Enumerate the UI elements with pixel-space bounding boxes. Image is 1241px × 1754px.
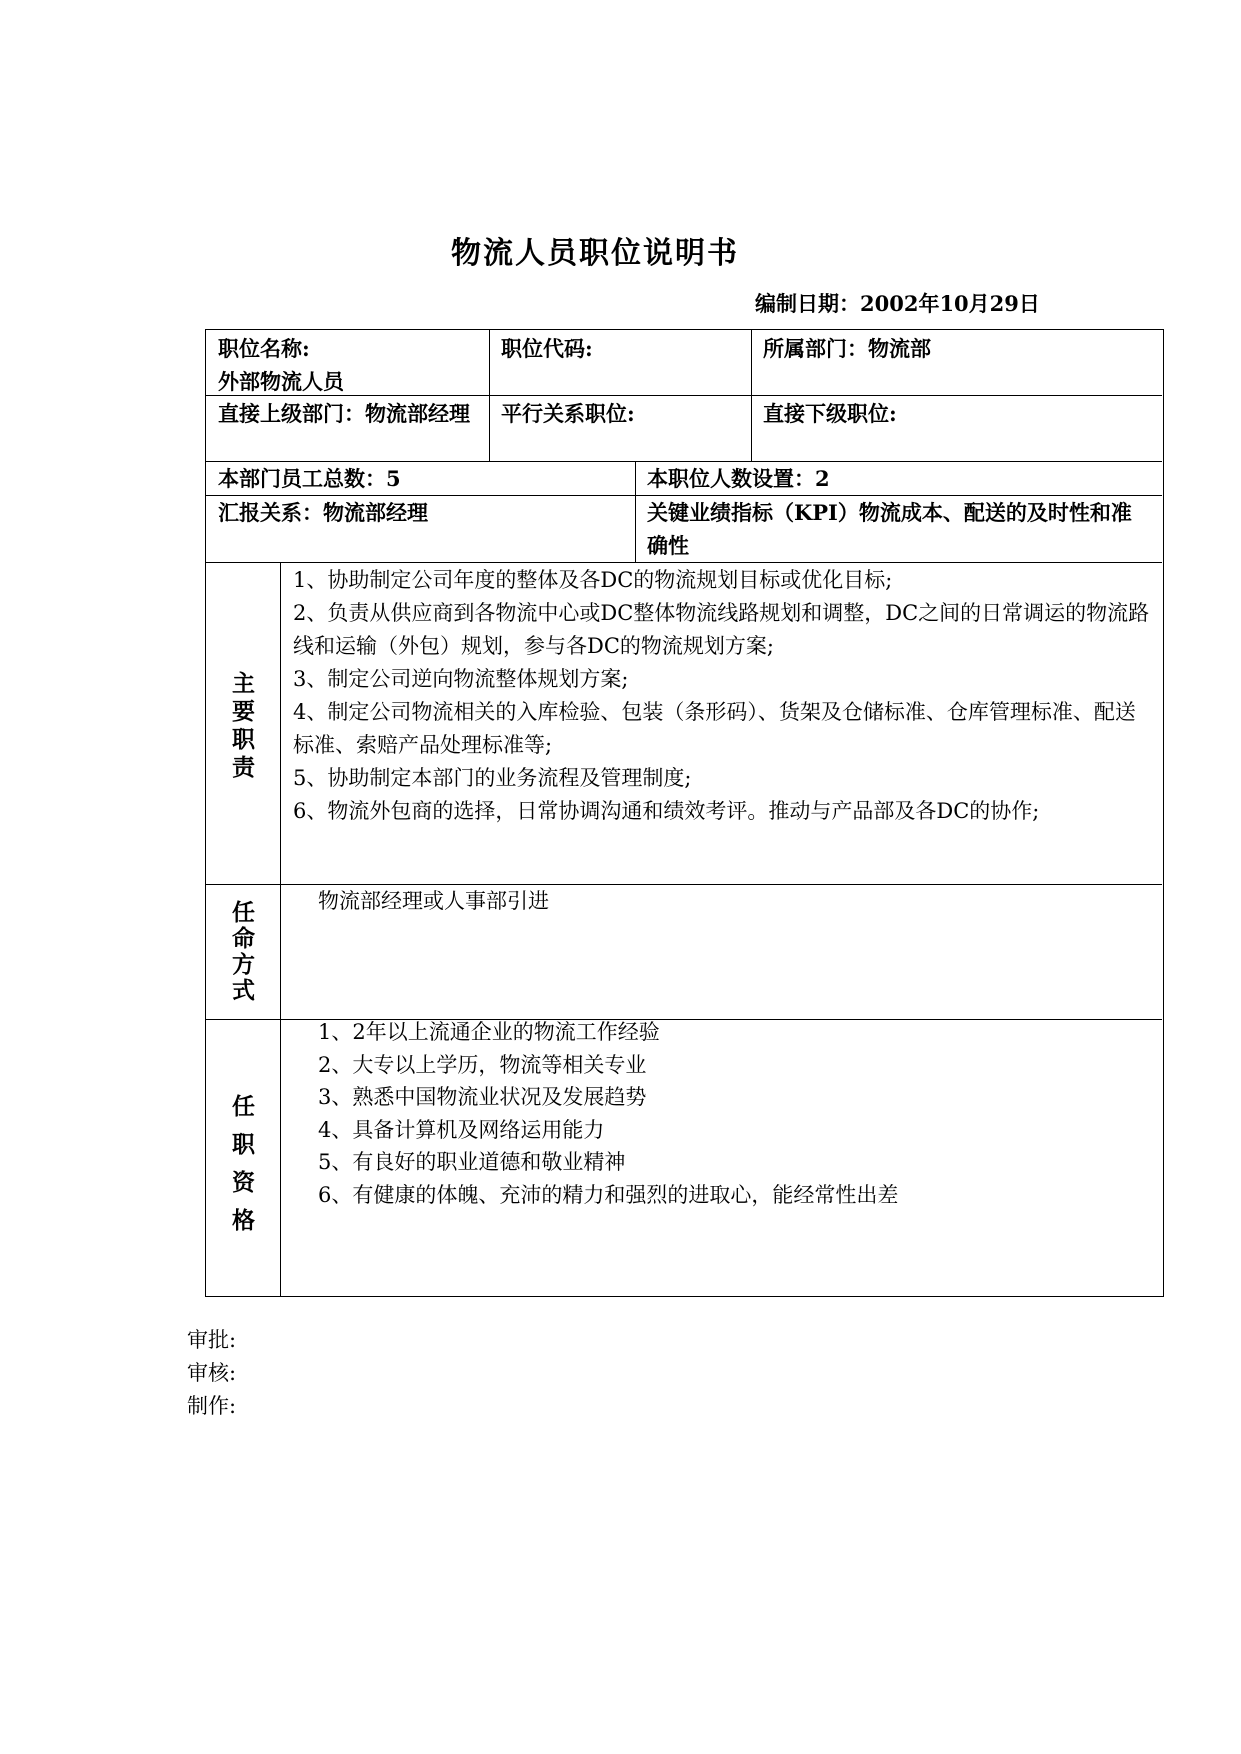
- qualification-label-char: 格: [232, 1207, 255, 1234]
- appointment-label-char: 方: [232, 951, 255, 978]
- position-name-label: 职位名称:: [218, 336, 310, 361]
- duties-label-char: 主: [232, 670, 255, 697]
- qualification-label-char: 任: [232, 1093, 255, 1120]
- qualification-item: 6、有健康的体魄、充沛的精力和强烈的进取心，能经常性出差: [318, 1182, 899, 1207]
- review-line: 审核:: [187, 1361, 237, 1385]
- department-label: 所属部门：物流部: [763, 336, 931, 361]
- appointment-text: 物流部经理或人事部引进: [318, 889, 549, 913]
- qualification-label-char: 职: [232, 1131, 255, 1158]
- duty-item: 2、负责从供应商到各物流中心或DC整体物流线路规划和调整，DC之间的日常调运的物流路线和运输（外包）规划，参与各DC的物流规划方案;: [293, 601, 1150, 658]
- qualifications-side-label: [206, 1088, 281, 1240]
- duties-label-char: 要: [232, 698, 255, 725]
- duty-item: 6、物流外包商的选择，日常协调沟通和绩效考评。推动与产品部及各DC的协作;: [293, 799, 1040, 823]
- appointment-label-char: 命: [232, 925, 255, 952]
- position-code-label: 职位代码:: [501, 336, 593, 361]
- reporting-relation: 汇报关系：物流部经理: [218, 500, 428, 525]
- superior-department: 直接上级部门：物流部经理: [218, 401, 470, 426]
- qualifications-list: [318, 1016, 1158, 1211]
- page-title: 物流人员职位说明书: [451, 236, 739, 271]
- position-name-value: 外部物流人员: [218, 369, 344, 394]
- duty-item: 4、制定公司物流相关的入库检验、包装（条形码）、货架及仓储标准、仓库管理标准、配送标准、索赔产品处理标准等;: [293, 700, 1136, 757]
- qualification-item: 2、大专以上学历，物流等相关专业: [318, 1052, 647, 1077]
- position-headcount: 本职位人数设置：2: [647, 466, 830, 491]
- duties-side-label: [206, 670, 281, 782]
- job-description-table: [205, 329, 1164, 1297]
- kpi-text: 关键业绩指标（KPI）物流成本、配送的及时性和准确性: [647, 500, 1132, 558]
- duties-list: [293, 564, 1153, 828]
- qualification-item: 1、2年以上流通企业的物流工作经验: [318, 1020, 660, 1044]
- duty-item: 5、协助制定本部门的业务流程及管理制度;: [293, 766, 692, 790]
- duties-label-char: 责: [232, 754, 255, 781]
- subordinate-position-label: 直接下级职位:: [763, 401, 897, 426]
- appointment-label-char: 式: [232, 977, 255, 1004]
- produce-line: 制作:: [187, 1394, 237, 1418]
- position-name-cell: [218, 332, 478, 398]
- qualification-item: 4、具备计算机及网络运用能力: [318, 1117, 605, 1142]
- qualification-item: 3、熟悉中国物流业状况及发展趋势: [318, 1085, 647, 1109]
- appointment-label-char: 任: [232, 899, 255, 926]
- qualification-label-char: 资: [232, 1169, 255, 1196]
- qualification-item: 5、有良好的职业道德和敬业精神: [318, 1150, 626, 1174]
- dept-staff-count: 本部门员工总数：5: [218, 466, 401, 491]
- parallel-position-label: 平行关系职位:: [501, 401, 635, 426]
- duties-label-char: 职: [232, 726, 255, 753]
- appointment-side-label: [206, 900, 281, 1004]
- duty-item: 3、制定公司逆向物流整体规划方案;: [293, 667, 629, 691]
- duty-item: 1、协助制定公司年度的整体及各DC的物流规划目标或优化目标;: [293, 568, 893, 592]
- approve-line: 审批:: [187, 1328, 237, 1352]
- compile-date: 编制日期：2002年10月29日: [755, 291, 1040, 316]
